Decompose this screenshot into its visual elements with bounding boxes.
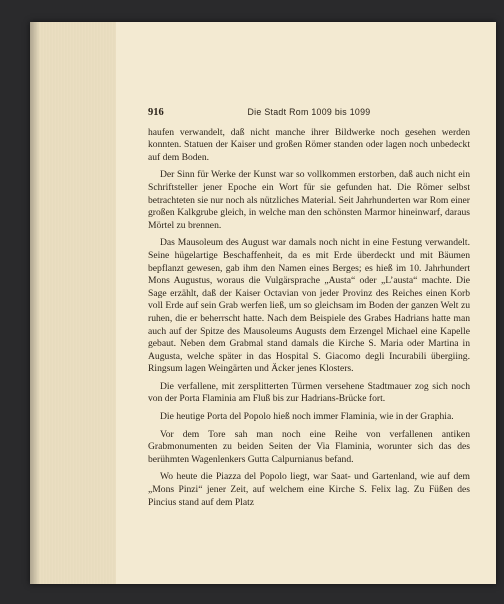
paragraph: Wo heute die Piazza del Popolo liegt, war Saat- und Gartenland, wie auf dem „Mons Pinzi“ jener Zeit, auf welchem eine Kirche S. Felix lag. Zu Füßen des Pincius stand auf dem Platz bbox=[148, 471, 470, 508]
running-title: Die Stadt Rom 1009 bis 1099 bbox=[247, 107, 371, 117]
paragraph: Das Mausoleum des August war damals noch nicht in eine Festung verwandelt. Seine hügelartige Beschaffenheit, da es mit Erde überdeckt und mit Bäumen bepflanzt gewesen, gab ihm den Namen eines Berges; es hieß im 10. Jahrhundert Mons Augustus, woraus die Vulgärsprache „Austa“ oder „L’austa“ machte. Die Sage erzählt, daß der Kaiser Octavian von jeder Provinz des Reiches einen Korb voll Erde auf sein Grab werfen ließ, um so gleichsam im Boden der ganzen Welt zu ruhen, die er beherrscht hatte. Nach dem Beispiele des Grabes Hadrians hatte man auch auf der Spitze des Mausoleums Augusts dem Erzengel Michael eine Kapelle gebaut. Neben dem Grabmal stand damals die Kirche S. Maria oder Martina in Augusta, welche später in das Hospital S. Giacomo degli Incurabili übergiing. Ringsum lagen Weingärten und Äcker jenes Klosters. bbox=[148, 237, 470, 375]
page-edges bbox=[30, 22, 117, 584]
page-header bbox=[148, 106, 470, 120]
paragraph: Die verfallene, mit zersplitterten Türmen versehene Stadtmauer zog sich noch von der Porta Flaminia am Fluß bis zur Hadrians-Brücke fort. bbox=[148, 380, 470, 405]
paragraph: Der Sinn für Werke der Kunst war so vollkommen erstorben, daß auch nicht ein Schriftsteller jener Epoche ein Wort für sie gefunden hat. Die Römer selbst betrachteten sie nur noch als nützliches Material. Seit Jahrhunderten war Rom einer großen Kalkgrube gleich, in welche man den schönsten Marmor hineinwarf, daraus Mörtel zu brennen. bbox=[148, 169, 470, 231]
paragraph: Die heutige Porta del Popolo hieß noch immer Flaminia, wie in der Graphia. bbox=[160, 411, 454, 423]
paragraph: haufen verwandelt, daß nicht manche ihrer Bildwerke noch gesehen werden konnten. Statuen der Kaiser und großen Römer standen oder lagen noch unbedeckt auf dem Boden. bbox=[148, 126, 470, 163]
book bbox=[30, 22, 496, 584]
paragraph: Vor dem Tore sah man noch eine Reihe von verfallenen antiken Grabmonumenten zu beiden Seiten der Via Flaminia, worunter sich das des berühmten Wagenlenkers Gutta Calpurnianus befand. bbox=[148, 428, 470, 465]
page-content bbox=[148, 106, 470, 514]
page-number: 916 bbox=[148, 107, 164, 118]
